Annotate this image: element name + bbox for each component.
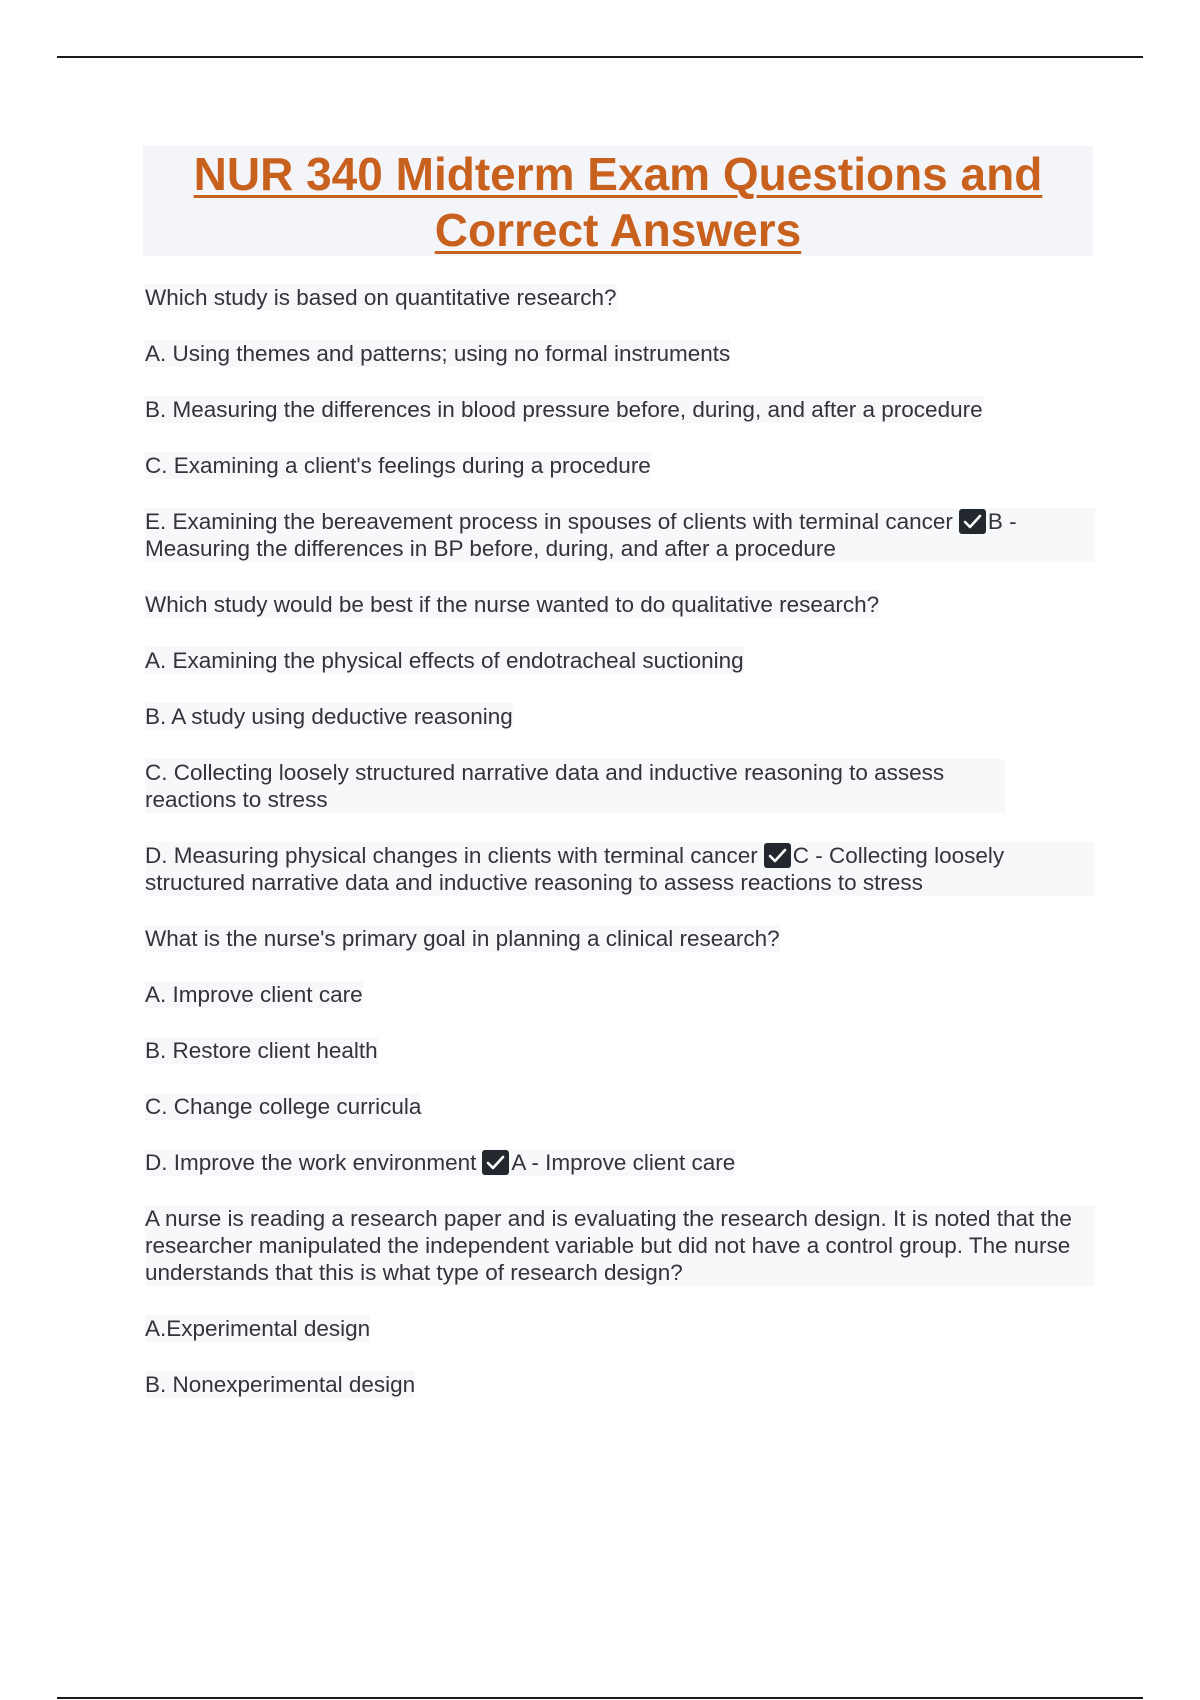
title-line-1: NUR 340 Midterm Exam Questions and	[193, 148, 1043, 200]
question-3-answer: A - Improve client care	[511, 1150, 736, 1175]
question-2-answer: C - Collecting loosely structured narrative data and inductive reasoning to assess reactions to stress	[145, 843, 1005, 895]
question-2-option-b: B. A study using deductive reasoning	[145, 704, 513, 729]
question-4-option-b: B. Nonexperimental design	[145, 1372, 416, 1397]
question-1-option-a: A. Using themes and patterns; using no formal instruments	[145, 341, 731, 366]
question-4: A nurse is reading a research paper and is evaluating the research design. It is noted that the researcher manipulated the independent variable but did not have a control group. The nurse understands that this is what type of research design?	[145, 1205, 1095, 1286]
page-title	[143, 146, 1093, 258]
bottom-rule	[57, 1697, 1143, 1699]
question-2-option-d: D. Measuring physical changes in clients with terminal cancer	[145, 843, 758, 868]
question-3-option-b: B. Restore client health	[145, 1038, 378, 1063]
question-2-option-a: A. Examining the physical effects of endotracheal suctioning	[145, 648, 744, 673]
question-4-option-a: A.Experimental design	[145, 1316, 371, 1341]
question-3-option-c: C. Change college curricula	[145, 1094, 422, 1119]
check-box-icon	[959, 509, 986, 534]
question-1-answer: B - Measuring the differences in BP before, during, and after a procedure	[145, 509, 1017, 561]
question-3-option-a: A. Improve client care	[145, 982, 363, 1007]
question-1-option-c: C. Examining a client's feelings during a procedure	[145, 453, 651, 478]
question-1-option-b: B. Measuring the differences in blood pressure before, during, and after a procedure	[145, 397, 983, 422]
question-1-option-e-with-answer	[145, 508, 1095, 562]
question-3-option-d-with-answer	[145, 1149, 735, 1176]
top-rule	[57, 56, 1143, 58]
question-3-option-d: D. Improve the work environment	[145, 1150, 477, 1175]
question-list	[145, 284, 1095, 1427]
question-1-option-e: E. Examining the bereavement process in spouses of clients with terminal cancer	[145, 509, 953, 534]
check-box-icon	[482, 1150, 509, 1175]
title-box	[143, 146, 1093, 256]
question-1: Which study is based on quantitative research?	[145, 285, 617, 310]
question-2-option-c: C. Collecting loosely structured narrative data and inductive reasoning to assess reactions to stress	[145, 759, 1005, 813]
question-2: Which study would be best if the nurse wanted to do qualitative research?	[145, 592, 880, 617]
question-3: What is the nurse's primary goal in planning a clinical research?	[145, 926, 780, 951]
question-2-option-d-with-answer	[145, 842, 1095, 896]
check-box-icon	[764, 843, 791, 868]
title-line-2: Correct Answers	[434, 204, 802, 256]
